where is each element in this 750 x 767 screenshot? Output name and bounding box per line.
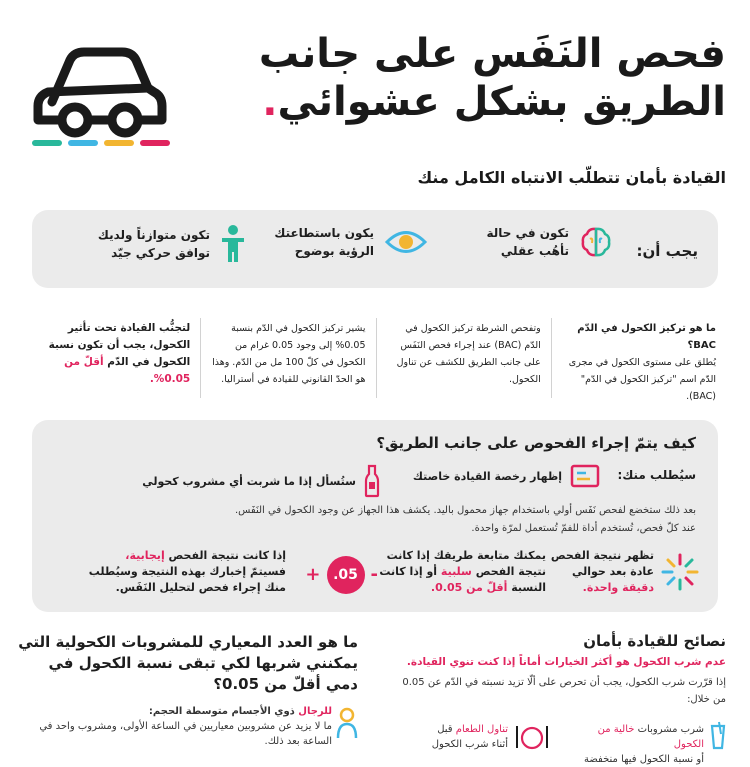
bac-police-check: وتفحص الشرطة تركيز الكحول في الدّم (BAC) عند إجراء فحص النَفَس على جانب الطريق للكشف عن تناول الكحول. [376, 318, 551, 398]
tips-title: نصائح للقيادة بأمان [583, 632, 726, 650]
plate-icon [514, 722, 550, 750]
tip-soft-drinks-line2: أو نسبة الكحول فيها منخفضة [583, 754, 704, 765]
person-icon [220, 224, 246, 264]
requirement-vision-line1: يكون باستطاعتك [274, 226, 374, 240]
standard-drinks-question: ما هو العدد المعياري للمشروبات الكحولية التي يمكنني شربها لكي تبقى نسبة الكحول في دمي أقلّ من 0.05؟ [18, 633, 358, 693]
result-positive-line1: إذا كانت نتيجة الفحص إيجابية، [125, 549, 286, 562]
result-positive-line3: منك إجراء فحص لتحليل النَفَس. [115, 581, 286, 594]
result-negative-limit: أقلّ من 0.05. [430, 581, 508, 594]
tips-text: إذا قرّرت شرب الكحول، يجب أن تحرص على ألّا تزيد نسبته في الدّم عن 0.05 من خلال: [402, 677, 726, 705]
ask-drinks [142, 464, 380, 498]
bac-definition [551, 318, 726, 402]
bac-advice [26, 318, 200, 398]
result-positive-line2: فسيتمّ إخبارك بهذه النتيجة وسيُطلب [88, 565, 286, 578]
result-negative-line1: يمكنك متابعة طريقك إذا كانت [386, 549, 546, 562]
procedure-panel [32, 420, 718, 612]
men-label: للرجال [298, 706, 332, 717]
car-icon [30, 40, 170, 150]
tips-subtitle: عدم شرب الكحول هو أكثر الخيارات أماناً إذا كنت تنوي القيادة. [406, 656, 726, 668]
result-negative [379, 548, 546, 596]
color-bar-teal [32, 140, 62, 146]
men-icon [336, 706, 358, 740]
requirement-alert [486, 224, 613, 260]
requirement-vision-line2: الرؤية بوضوح [294, 244, 374, 258]
subtitle: القيادة بأمان تتطلّب الانتباه الكامل منك [417, 168, 726, 187]
page-title [166, 30, 726, 126]
ask-license [413, 464, 600, 488]
ask-drinks-text: ستُسأل إذا ما شربت أي مشروب كحولي [142, 474, 356, 488]
tip-food-line1: تناول الطعام قبل [437, 724, 508, 735]
result-negative-word: سلبية [440, 565, 472, 578]
requirement-balance [98, 224, 246, 264]
result-negative-line2: نتيجة الفحص سلبية أو إذا كانت [379, 565, 546, 578]
result-time [551, 548, 700, 596]
result-time-line2: عادة بعد حوالي [572, 565, 654, 578]
requirement-balance-line1: تكون متوازناً ولديك [97, 228, 210, 242]
requirement-alert-line2: تأهُب عقلي [500, 244, 569, 258]
tip-food-highlight: تناول الطعام [455, 724, 508, 735]
bac-info-columns [26, 318, 726, 402]
tip-soft-drinks-line1: شرب مشروبات خالية من الكحول [597, 724, 704, 750]
requirement-vision [274, 224, 428, 260]
glass-icon [710, 722, 726, 750]
title-line-2: الطريق بشكل عشوائي. [262, 79, 726, 125]
color-bar-red [140, 140, 170, 146]
brain-icon [579, 225, 613, 259]
tip-food-line2: أثناء شرب الكحول [431, 739, 508, 750]
requirements-label: يجب أن: [636, 242, 698, 260]
bac-limit-value: .05 [327, 556, 365, 594]
bac-limit-indicator [305, 556, 378, 594]
procedure-description [54, 502, 696, 538]
bac-advice-text: لتجنُّب القيادة تحت تأثير الكحول، يجب أن تكون نسبة الكحول في الدّم [48, 322, 191, 368]
requirements-panel [32, 210, 718, 288]
bac-legal-limit: يشير تركيز الكحول في الدّم بنسبة 0.05% إلى وجود 0.05 غرام من الكحول في كلّ 100 مل من الدّم. وهذا هو الحدّ القانوني للقيادة في أستراليا. [200, 318, 375, 398]
title-line-1: فحص النَفَس على جانب [258, 31, 726, 77]
ask-license-text: إظهار رخصة القيادة خاصتك [412, 469, 562, 483]
bac-definition-text: يُطلق على مستوى الكحول في مجرى الدّم اسم "تركيز الكحول في الدّم" (BAC). [568, 357, 716, 402]
men-label-line: للرجال ذوي الأجسام متوسطة الحجم: [148, 706, 332, 717]
men-text: ما لا يزيد عن مشروبين معياريين في الساعة الأولى، ومشروب واحد في الساعة بعد ذلك. [39, 721, 332, 747]
procedure-para-1: بعد ذلك ستخضع لفحص نَفَس أولي باستخدام جهاز محمول باليد. يكشف هذا الجهاز عن وجود الكحول في النَفَس. [234, 505, 696, 516]
license-icon [570, 464, 600, 488]
tip-soft-drinks-highlight: خالية من الكحول [597, 724, 704, 750]
color-bar-yellow [104, 140, 134, 146]
title-dot: . [262, 79, 278, 125]
plus-sign: + [305, 564, 321, 585]
result-negative-line3: النسبة أقلّ من 0.05. [430, 581, 546, 594]
bottle-icon [364, 464, 380, 498]
bac-definition-title: ما هو تركيز الكحول في الدّم BAC؟ [577, 323, 716, 351]
result-time-line1: تظهر نتيجة الفحص [550, 549, 654, 562]
color-bar-blue [68, 140, 98, 146]
tip-food [400, 722, 550, 752]
result-time-highlight: دقيقة واحدة. [582, 581, 654, 594]
tip-soft-drinks [576, 722, 726, 767]
requirement-alert-line1: تكون في حالة [486, 226, 569, 240]
result-positive [89, 548, 286, 596]
eye-icon [384, 225, 428, 259]
procedure-para-2: عند كلّ فحص، تُستخدم أداة للفمّ تُستعمل لمرّة واحدة. [471, 523, 696, 534]
ask-label: سيُطلب منك: [617, 468, 696, 482]
burst-icon [660, 552, 700, 592]
procedure-title: كيف يتمّ إجراء الفحوص على جانب الطريق؟ [376, 434, 696, 452]
standard-drinks-men [22, 704, 332, 749]
result-positive-word: إيجابية، [125, 549, 165, 562]
bac-advice-highlight: أقلّ من 0.05%. [64, 356, 191, 385]
requirement-balance-line2: توافق حركي جيّد [111, 246, 210, 260]
minus-sign: - [370, 564, 378, 585]
